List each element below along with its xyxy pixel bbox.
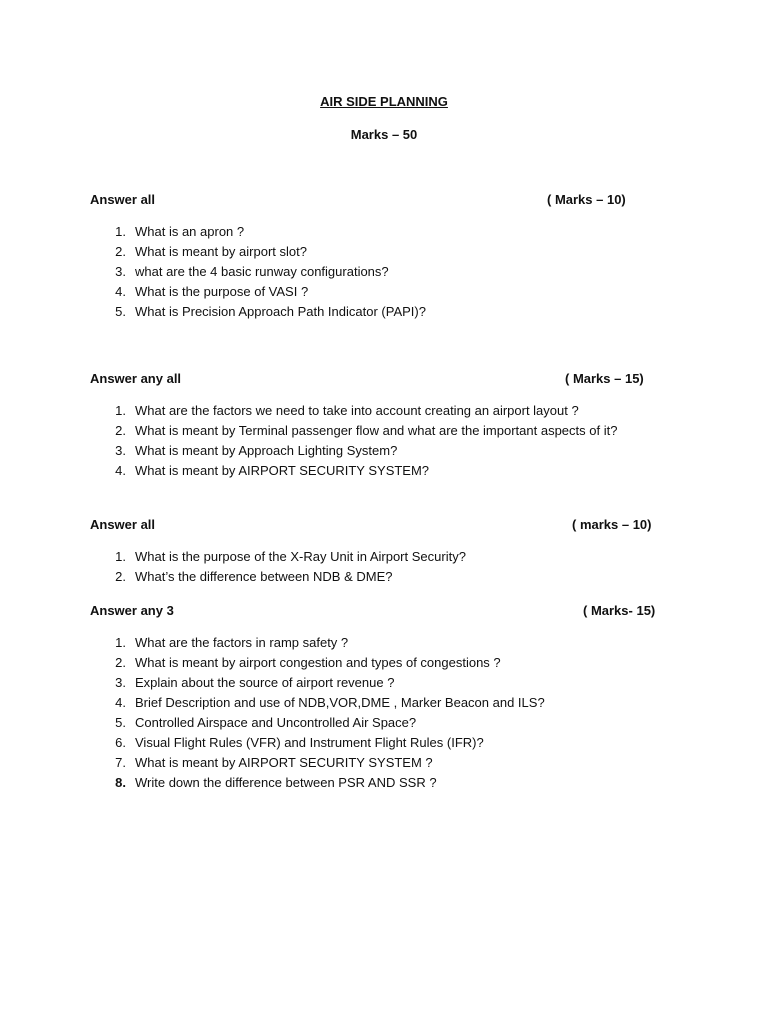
section-3-heading: Answer all bbox=[90, 517, 156, 532]
question-number: 3. bbox=[115, 443, 126, 458]
question-number: 1. bbox=[115, 635, 126, 650]
question-number: 6. bbox=[115, 735, 126, 750]
question-text: What are the factors we need to take into account creating an airport layout ? bbox=[135, 403, 579, 418]
question-number: 2. bbox=[115, 655, 126, 670]
question-number: 4. bbox=[115, 695, 126, 710]
question-number: 3. bbox=[115, 264, 126, 279]
question-number: 2. bbox=[115, 569, 126, 584]
question-number: 5. bbox=[115, 715, 126, 730]
question-text: What is an apron ? bbox=[135, 224, 245, 239]
section-3-marks: ( marks – 10) bbox=[572, 517, 652, 532]
question-text: Explain about the source of airport revenue ? bbox=[135, 675, 395, 690]
section-2-marks: ( Marks – 15) bbox=[565, 371, 644, 386]
question-number: 1. bbox=[115, 403, 126, 418]
total-marks: Marks – 50 bbox=[350, 127, 418, 142]
question-number: 4. bbox=[115, 463, 126, 478]
question-number: 4. bbox=[115, 284, 126, 299]
question-text: What is meant by Approach Lighting System? bbox=[135, 443, 398, 458]
section-4-heading: Answer any 3 bbox=[90, 603, 174, 618]
section-4-marks: ( Marks- 15) bbox=[583, 603, 656, 618]
question-text: what are the 4 basic runway configurations? bbox=[135, 264, 389, 279]
section-1-heading: Answer all bbox=[90, 192, 156, 207]
question-text: What are the factors in ramp safety ? bbox=[135, 635, 349, 650]
page-title: AIR SIDE PLANNING bbox=[320, 94, 448, 109]
question-text: What is meant by AIRPORT SECURITY SYSTEM ? bbox=[135, 755, 433, 770]
question-text: What is meant by airport congestion and types of congestions ? bbox=[135, 655, 501, 670]
section-2-heading: Answer any all bbox=[90, 371, 182, 386]
question-text: What is meant by airport slot? bbox=[135, 244, 307, 259]
section-1-marks: ( Marks – 10) bbox=[547, 192, 626, 207]
question-text: Write down the difference between PSR AND SSR ? bbox=[135, 775, 437, 790]
question-text: What is meant by AIRPORT SECURITY SYSTEM? bbox=[135, 463, 430, 478]
question-number: 3. bbox=[115, 675, 126, 690]
question-text: Visual Flight Rules (VFR) and Instrument Flight Rules (IFR)? bbox=[135, 735, 484, 750]
question-number: 5. bbox=[115, 304, 126, 319]
question-text: What is the purpose of VASI ? bbox=[135, 284, 309, 299]
question-number: 2. bbox=[115, 244, 126, 259]
question-number: 8. bbox=[115, 775, 126, 790]
question-number: 1. bbox=[115, 549, 126, 564]
question-text: What is meant by Terminal passenger flow and what are the important aspects of it? bbox=[135, 423, 618, 438]
question-number: 7. bbox=[115, 755, 126, 770]
question-text: What is Precision Approach Path Indicator (PAPI)? bbox=[135, 304, 426, 319]
question-text: Controlled Airspace and Uncontrolled Air Space? bbox=[135, 715, 417, 730]
question-text: What is the purpose of the X-Ray Unit in Airport Security? bbox=[135, 549, 466, 564]
question-number: 2. bbox=[115, 423, 126, 438]
question-number: 1. bbox=[115, 224, 126, 239]
question-text: What’s the difference between NDB & DME? bbox=[135, 569, 393, 584]
question-text: Brief Description and use of NDB,VOR,DME , Marker Beacon and ILS? bbox=[135, 695, 545, 710]
